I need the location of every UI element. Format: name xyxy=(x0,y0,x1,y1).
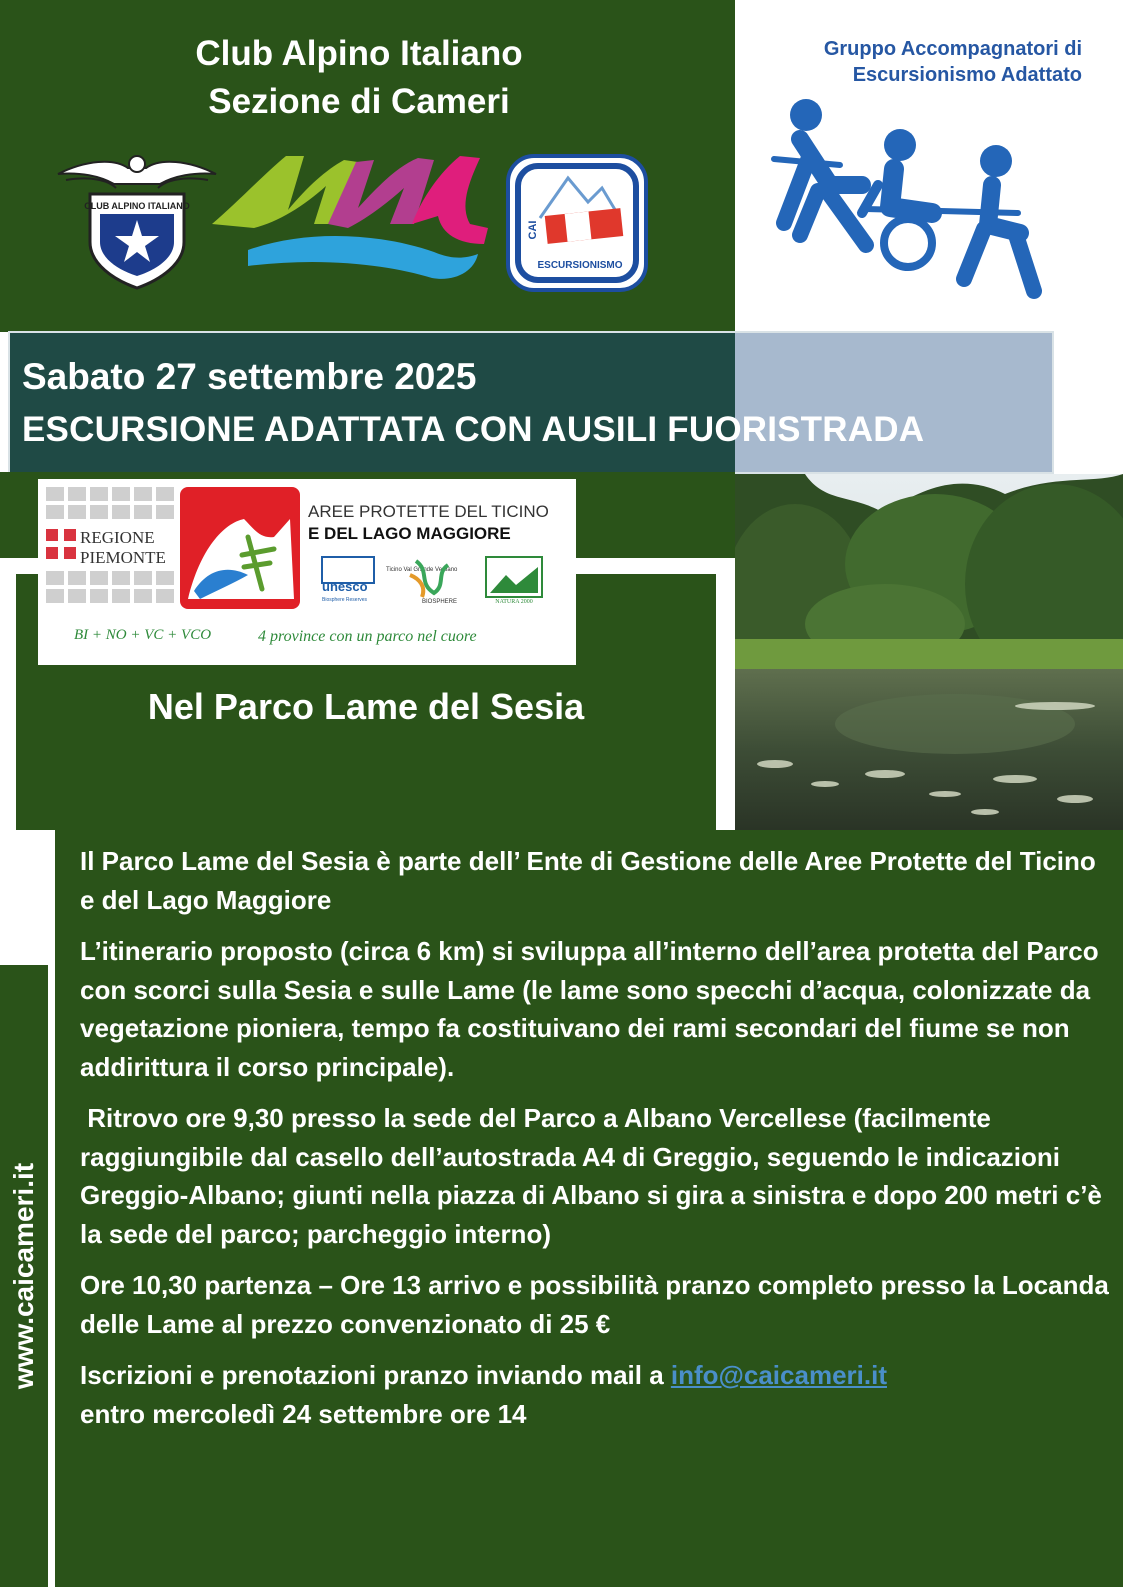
pond-photo xyxy=(735,474,1123,830)
event-description xyxy=(80,842,1110,1446)
aree-line2: E DEL LAGO MAGGIORE xyxy=(308,524,511,543)
club-title-line2: Sezione di Cameri xyxy=(208,82,510,121)
biosphere-label: BIOSPHERE xyxy=(422,599,458,605)
club-title-line1: Club Alpino Italiano xyxy=(195,34,523,73)
email-link[interactable]: info@caicameri.it xyxy=(670,1360,887,1390)
ticino-label: Ticino Val Grande Verbano xyxy=(386,567,458,573)
region-line2: PIEMONTE xyxy=(80,548,166,567)
paragraph-registration xyxy=(80,1356,1110,1433)
event-title: ESCURSIONE ADATTATA CON AUSILI FUORISTRADA xyxy=(22,410,925,449)
paragraph-meeting-point: Ritrovo ore 9,30 presso la sede del Parco a Albano Vercellese (facilmente raggiungibile dal casello dell’autostrada A4 di Greggio, seguendo le indicazioni Greggio-Albano; giunti nella piazza di Albano si gira a sinistra e dopo 200 metri c’è la sede del parco; parcheggio interno) xyxy=(80,1103,1110,1249)
gae-title xyxy=(742,36,1082,88)
paragraph-itinerary: L’itinerario proposto (circa 6 km) si sviluppa all’interno dell’area protetta del Parco con scorci sulla Sesia e sulle Lame (le lame sono specchi d’acqua, colonizzate da vegetazione pioniera, tempo fa costituivano dei rami secondari del fiume se non addirittura il corso principale). xyxy=(80,936,1099,1082)
club-title xyxy=(0,30,718,126)
registration-text: Iscrizioni e prenotazioni pranzo inviando mail a xyxy=(80,1360,671,1390)
adaptive-hiking-pictogram xyxy=(770,95,1070,315)
cai-badge-text: CLUB ALPINO ITALIANO xyxy=(84,201,190,211)
cai-escursionismo-logo xyxy=(506,154,648,292)
event-date: Sabato 27 settembre 2025 xyxy=(22,356,477,397)
escursionismo-badge-bottom: ESCURSIONISMO xyxy=(537,260,623,271)
provinces-label: BI + NO + VC + VCO xyxy=(74,627,212,643)
cai-eagle-logo xyxy=(56,154,218,290)
gae-title-line2: Escursionismo Adattato xyxy=(852,64,1082,86)
park-title: Nel Parco Lame del Sesia xyxy=(147,686,585,727)
escursionismo-badge-top: CAI xyxy=(527,220,539,240)
gae-title-line1: Gruppo Accompagnatori di xyxy=(823,38,1082,60)
section-m-logo xyxy=(208,150,490,290)
park-motto: 4 province con un parco nel cuore xyxy=(258,628,477,645)
protected-areas-logo xyxy=(38,479,576,665)
region-line1: REGIONE xyxy=(80,528,155,547)
website-url[interactable]: www.caicameri.it xyxy=(8,1162,39,1390)
paragraph-schedule: Ore 10,30 partenza – Ore 13 arrivo e possibilità pranzo completo presso la Locanda delle Lame al prezzo convenzionato di 25 € xyxy=(80,1270,1109,1339)
unesco-label: unesco xyxy=(322,579,368,594)
banner-accent-block xyxy=(735,333,1052,472)
biosphere-reserves-label: Biosphere Reserves xyxy=(322,597,368,603)
aree-line1: AREE PROTETTE DEL TICINO xyxy=(308,502,549,521)
paragraph-park-info: Il Parco Lame del Sesia è parte dell’ Ente di Gestione delle Aree Protette del Ticino e del Lago Maggiore xyxy=(80,846,1096,915)
registration-deadline: entro mercoledì 24 settembre ore 14 xyxy=(80,1398,527,1429)
natura-label: NATURA 2000 xyxy=(495,599,533,605)
